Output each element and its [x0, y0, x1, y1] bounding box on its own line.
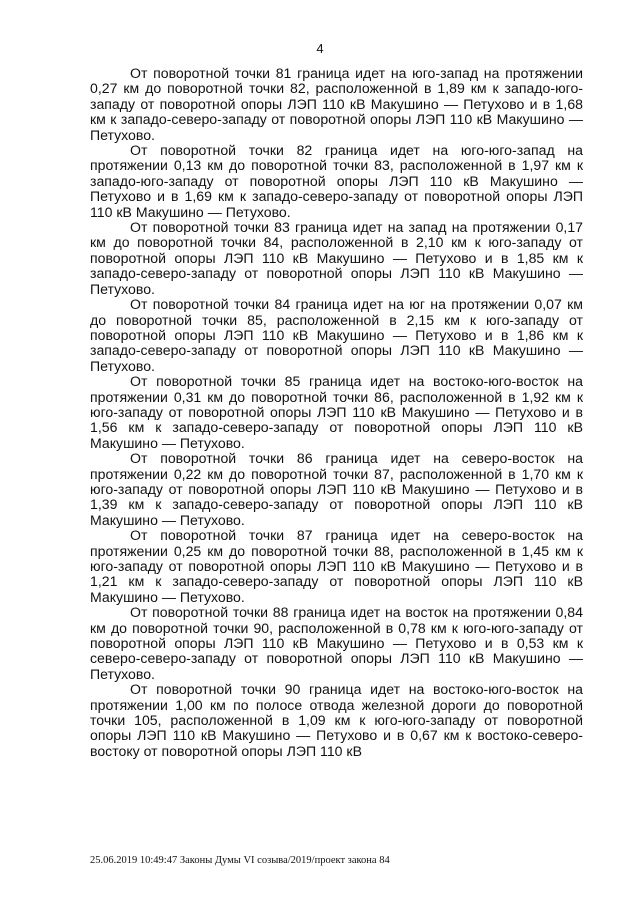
page-number: 4 — [316, 41, 324, 56]
footer-stamp: 25.06.2019 10:49:47 Законы Думы VI созыва/2019/проект закона 84 — [90, 855, 390, 866]
document-body — [90, 66, 583, 759]
paragraph-point-87: От поворотной точки 87 граница идет на северо-восток на протяжении 0,25 км до поворотной точки 88, расположенной в 1,45 км к юго-западу от поворотной опоры ЛЭП 110 кВ Макушино — Петухово и в 1,21 км к западо-северо-западу от поворотной опоры ЛЭП 110 кВ Макушино — Петухово. — [90, 527, 583, 605]
paragraph-point-82: От поворотной точки 82 граница идет на юго-юго-запад на протяжении 0,13 км до поворотной точки 83, расположенной в 1,97 км к западо-юго-западу от поворотной опоры ЛЭП 110 кВ Макушино — Петухово и в 1,69 км к западо-северо-западу от поворотной опоры ЛЭП 110 кВ Макушино — Петухово. — [90, 142, 583, 220]
paragraph-point-83: От поворотной точки 83 граница идет на запад на протяжении 0,17 км до поворотной точки 84, расположенной в 2,10 км к юго-западу от поворотной опоры ЛЭП 110 кВ Макушино — Петухово и в 1,85 км к западо-северо-западу от поворотной опоры ЛЭП 110 кВ Макушино — Петухово. — [90, 219, 583, 297]
paragraph-point-84: От поворотной точки 84 граница идет на юг на протяжении 0,07 км до поворотной точки 85, расположенной в 2,15 км к юго-западу от поворотной опоры ЛЭП 110 кВ Макушино — Петухово и в 1,86 км к западо-северо-западу от поворотной опоры ЛЭП 110 кВ Макушино — Петухово. — [90, 296, 583, 374]
paragraph-point-86: От поворотной точки 86 граница идет на северо-восток на протяжении 0,22 км до поворотной точки 87, расположенной в 1,70 км к юго-западу от поворотной опоры ЛЭП 110 кВ Макушино — Петухово и в 1,39 км к западо-северо-западу от поворотной опоры ЛЭП 110 кВ Макушино — Петухово. — [90, 450, 583, 528]
paragraph-point-88: От поворотной точки 88 граница идет на восток на протяжении 0,84 км до поворотной точки 90, расположенной в 0,78 км к юго-юго-западу от поворотной опоры ЛЭП 110 кВ Макушино — Петухово и в 0,53 км к северо-северо-западу от поворотной опоры ЛЭП 110 кВ Макушино — Петухово. — [90, 604, 583, 682]
paragraph-point-81: От поворотной точки 81 граница идет на юго-запад на протяжении 0,27 км до поворотной точки 82, расположенной в 1,89 км к западо-юго-западу от поворотной опоры ЛЭП 110 кВ Макушино — Петухово и в 1,68 км к западо-северо-западу от поворотной опоры ЛЭП 110 кВ Макушино — Петухово. — [90, 65, 583, 143]
paragraph-point-90: От поворотной точки 90 граница идет на востоко-юго-восток на протяжении 1,00 км по полосе отвода железной дороги до поворотной точки 105, расположенной в 1,09 км к юго-юго-западу от поворотной опоры ЛЭП 110 кВ Макушино — Петухово и в 0,67 км к востоко-северо-востоку от поворотной опоры ЛЭП 110 кВ — [90, 681, 583, 759]
paragraph-point-85: От поворотной точки 85 граница идет на востоко-юго-восток на протяжении 0,31 км до поворотной точки 86, расположенной в 1,92 км к юго-западу от поворотной опоры ЛЭП 110 кВ Макушино — Петухово и в 1,56 км к западо-северо-западу от поворотной опоры ЛЭП 110 кВ Макушино — Петухово. — [90, 373, 583, 451]
